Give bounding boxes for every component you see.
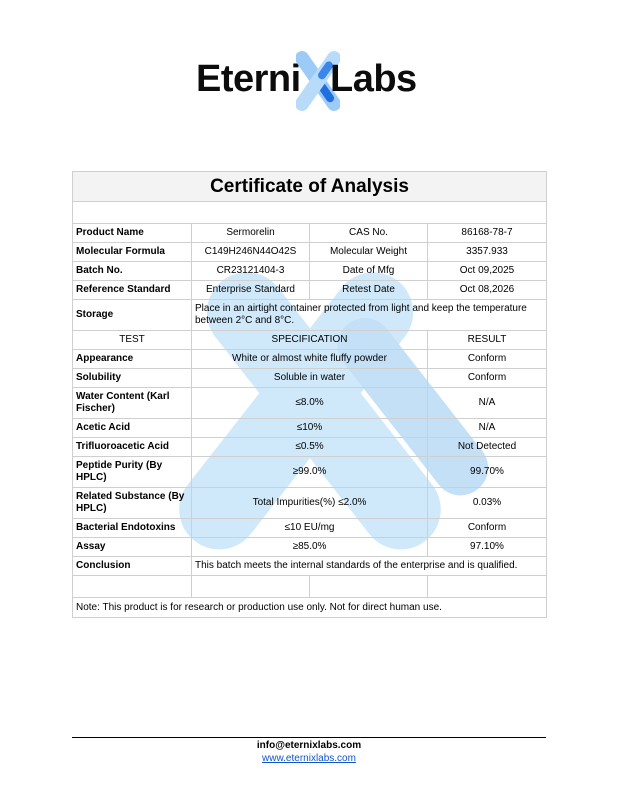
certificate-title: Certificate of Analysis xyxy=(73,172,547,202)
table-row xyxy=(73,438,547,457)
mfg-value: Oct 09,2025 xyxy=(428,262,547,281)
usage-note: Note: This product is for research or production use only. Not for direct human use. xyxy=(73,598,547,618)
test-result: Conform xyxy=(428,369,547,388)
test-spec: ≥85.0% xyxy=(192,538,428,557)
product-name-label: Product Name xyxy=(73,224,192,243)
reference-value: Enterprise Standard xyxy=(192,281,310,300)
retest-label: Retest Date xyxy=(310,281,428,300)
blank-cell xyxy=(73,576,192,598)
table-row xyxy=(73,457,547,488)
logo-text-right: Labs xyxy=(330,58,417,100)
test-spec: Total Impurities(%) ≤2.0% xyxy=(192,488,428,519)
test-result: 0.03% xyxy=(428,488,547,519)
conclusion-value: This batch meets the internal standards of the enterprise and is qualified. xyxy=(192,557,547,576)
blank-row xyxy=(73,576,547,598)
test-spec: ≤8.0% xyxy=(192,388,428,419)
test-spec: ≥99.0% xyxy=(192,457,428,488)
batch-label: Batch No. xyxy=(73,262,192,281)
test-name: Acetic Acid xyxy=(73,419,192,438)
table-row xyxy=(73,519,547,538)
brand-logo xyxy=(0,44,618,124)
note-row xyxy=(73,598,547,618)
test-name: Assay xyxy=(73,538,192,557)
conclusion-row xyxy=(73,557,547,576)
test-name: Bacterial Endotoxins xyxy=(73,519,192,538)
test-result: 99.70% xyxy=(428,457,547,488)
info-row xyxy=(73,281,547,300)
storage-value: Place in an airtight container protected from light and keep the temperature between 2°C and 8°C. xyxy=(192,300,547,331)
storage-label: Storage xyxy=(73,300,192,331)
certificate-table xyxy=(72,171,547,618)
test-spec: ≤0.5% xyxy=(192,438,428,457)
test-name: Appearance xyxy=(73,350,192,369)
footer-website-link[interactable]: www.eternixlabs.com xyxy=(262,753,356,764)
weight-value: 3357.933 xyxy=(428,243,547,262)
info-row xyxy=(73,224,547,243)
cas-label: CAS No. xyxy=(310,224,428,243)
storage-row xyxy=(73,300,547,331)
retest-value: Oct 08,2026 xyxy=(428,281,547,300)
blank-cell xyxy=(310,576,428,598)
product-name-value: Sermorelin xyxy=(192,224,310,243)
info-row xyxy=(73,243,547,262)
table-row xyxy=(73,538,547,557)
weight-label: Molecular Weight xyxy=(310,243,428,262)
test-spec: ≤10% xyxy=(192,419,428,438)
info-row xyxy=(73,262,547,281)
table-row xyxy=(73,419,547,438)
table-row xyxy=(73,388,547,419)
blank-row xyxy=(73,202,547,224)
test-name: Related Substance (By HPLC) xyxy=(73,488,192,519)
test-result: Conform xyxy=(428,519,547,538)
batch-value: CR23121404-3 xyxy=(192,262,310,281)
test-name: Peptide Purity (By HPLC) xyxy=(73,457,192,488)
footer-divider xyxy=(72,737,546,738)
test-spec: Soluble in water xyxy=(192,369,428,388)
blank-cell xyxy=(192,576,310,598)
test-name: Water Content (Karl Fischer) xyxy=(73,388,192,419)
test-result: N/A xyxy=(428,419,547,438)
test-header: TEST xyxy=(73,331,192,350)
cas-value: 86168-78-7 xyxy=(428,224,547,243)
conclusion-label: Conclusion xyxy=(73,557,192,576)
result-header: RESULT xyxy=(428,331,547,350)
formula-value: C149H246N44O42S xyxy=(192,243,310,262)
test-name: Solubility xyxy=(73,369,192,388)
test-result: N/A xyxy=(428,388,547,419)
spec-header: SPECIFICATION xyxy=(192,331,428,350)
table-row xyxy=(73,369,547,388)
blank-cell xyxy=(428,576,547,598)
test-name: Trifluoroacetic Acid xyxy=(73,438,192,457)
table-row xyxy=(73,350,547,369)
test-spec: White or almost white fluffy powder xyxy=(192,350,428,369)
footer-email[interactable]: info@eternixlabs.com xyxy=(256,740,362,751)
logo-text-left: Eterni xyxy=(196,58,301,100)
reference-label: Reference Standard xyxy=(73,281,192,300)
test-result: Not Detected xyxy=(428,438,547,457)
test-result: Conform xyxy=(428,350,547,369)
tests-header-row xyxy=(73,331,547,350)
mfg-label: Date of Mfg xyxy=(310,262,428,281)
table-row xyxy=(73,488,547,519)
test-spec: ≤10 EU/mg xyxy=(192,519,428,538)
test-result: 97.10% xyxy=(428,538,547,557)
formula-label: Molecular Formula xyxy=(73,243,192,262)
